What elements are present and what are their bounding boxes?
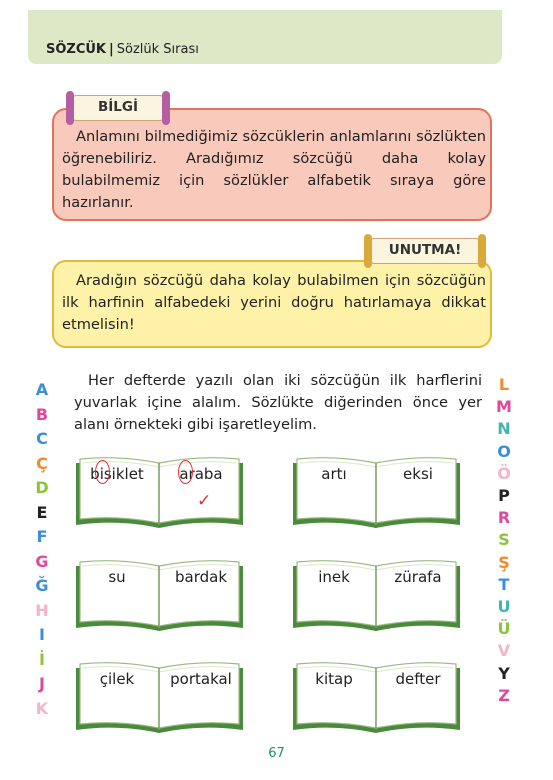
alphabet-letter: Ş <box>498 552 510 572</box>
warning-label: UNUTMA! <box>388 242 462 258</box>
info-label: BİLGİ <box>97 99 139 115</box>
first-letter-circle <box>178 460 193 484</box>
notebook-pair <box>290 660 463 736</box>
page-number: 67 <box>268 746 285 761</box>
alphabet-letter: M <box>496 397 512 417</box>
warning-label-scroll <box>370 238 480 264</box>
alphabet-letter: A <box>35 380 49 399</box>
alphabet-letter: J <box>39 674 45 693</box>
notebook-pair <box>290 455 463 531</box>
notebook-pair <box>73 660 246 736</box>
alphabet-letter: E <box>36 502 48 522</box>
alphabet-letter: G <box>35 551 49 571</box>
word-left: artı <box>321 465 347 483</box>
alphabet-letter: D <box>35 478 49 497</box>
alphabet-letter: Ç <box>36 453 48 473</box>
info-text: Anlamını bilmediğimiz sözcüklerin anlamlarını sözlükten öğrenebiliriz. Aradığımız sözcüğü daha kolay bulabilmemiz için sözlükler alfabetik sıraya göre hazırlanır. <box>62 128 486 211</box>
alphabet-letter: V <box>497 641 511 661</box>
word-right: zürafa <box>394 568 442 586</box>
word-right: portakal <box>170 670 232 688</box>
word-left: çilek <box>99 670 135 688</box>
alphabet-letter: B <box>35 404 49 424</box>
notebook-pair <box>73 455 246 531</box>
header-separator: | <box>109 42 114 57</box>
alphabet-letter: Z <box>498 685 510 705</box>
word-right: araba <box>179 465 223 483</box>
alphabet-letter: Y <box>498 663 510 683</box>
warning-text: Aradığın sözcüğü daha kolay bulabilmen için sözcüğün ilk harfinin alfabedeki yerini doğru hatırlamaya dikkat etmelisin! <box>62 272 486 333</box>
alphabet-letter: U <box>497 597 511 616</box>
notebook-pair <box>290 558 463 634</box>
word-left: kitap <box>315 670 353 688</box>
alphabet-letter: C <box>36 429 48 448</box>
check-mark-icon: ✓ <box>197 491 212 511</box>
alphabet-letter: S <box>498 530 510 550</box>
alphabet-letter: T <box>498 574 510 594</box>
header-title: SÖZCÜK <box>46 42 107 57</box>
alphabet-letter: İ <box>39 649 45 669</box>
alphabet-letter: N <box>497 419 511 439</box>
word-right: eksi <box>403 465 433 483</box>
page-header <box>46 42 199 57</box>
word-left: inek <box>318 568 350 586</box>
instruction-text: Her defterde yazılı olan iki sözcüğün ilk harflerini yuvarlak içine alalım. Sözlükte diğerinden önce yer alanı örnekteki gibi işaretleyelim. <box>74 372 482 433</box>
word-left: bisiklet <box>90 465 144 483</box>
alphabet-letter: R <box>497 508 511 528</box>
alphabet-letter: P <box>498 486 510 505</box>
alphabet-letter: I <box>39 625 45 644</box>
alphabet-letter: Ğ <box>35 576 49 595</box>
info-label-scroll <box>72 95 164 121</box>
alphabet-letter: F <box>36 527 48 546</box>
notebook-pair <box>73 558 246 634</box>
word-right: bardak <box>174 568 228 586</box>
alphabet-letter: L <box>498 375 510 394</box>
first-letter-circle <box>95 460 110 484</box>
alphabet-letter: Ö <box>497 463 511 483</box>
word-right: defter <box>395 670 441 688</box>
alphabet-letter: O <box>497 441 511 461</box>
alphabet-letter: Ü <box>497 619 511 639</box>
alphabet-letter: H <box>35 600 49 620</box>
header-subtitle: Sözlük Sırası <box>116 42 199 57</box>
word-left: su <box>108 568 126 586</box>
alphabet-letter: K <box>35 698 49 718</box>
